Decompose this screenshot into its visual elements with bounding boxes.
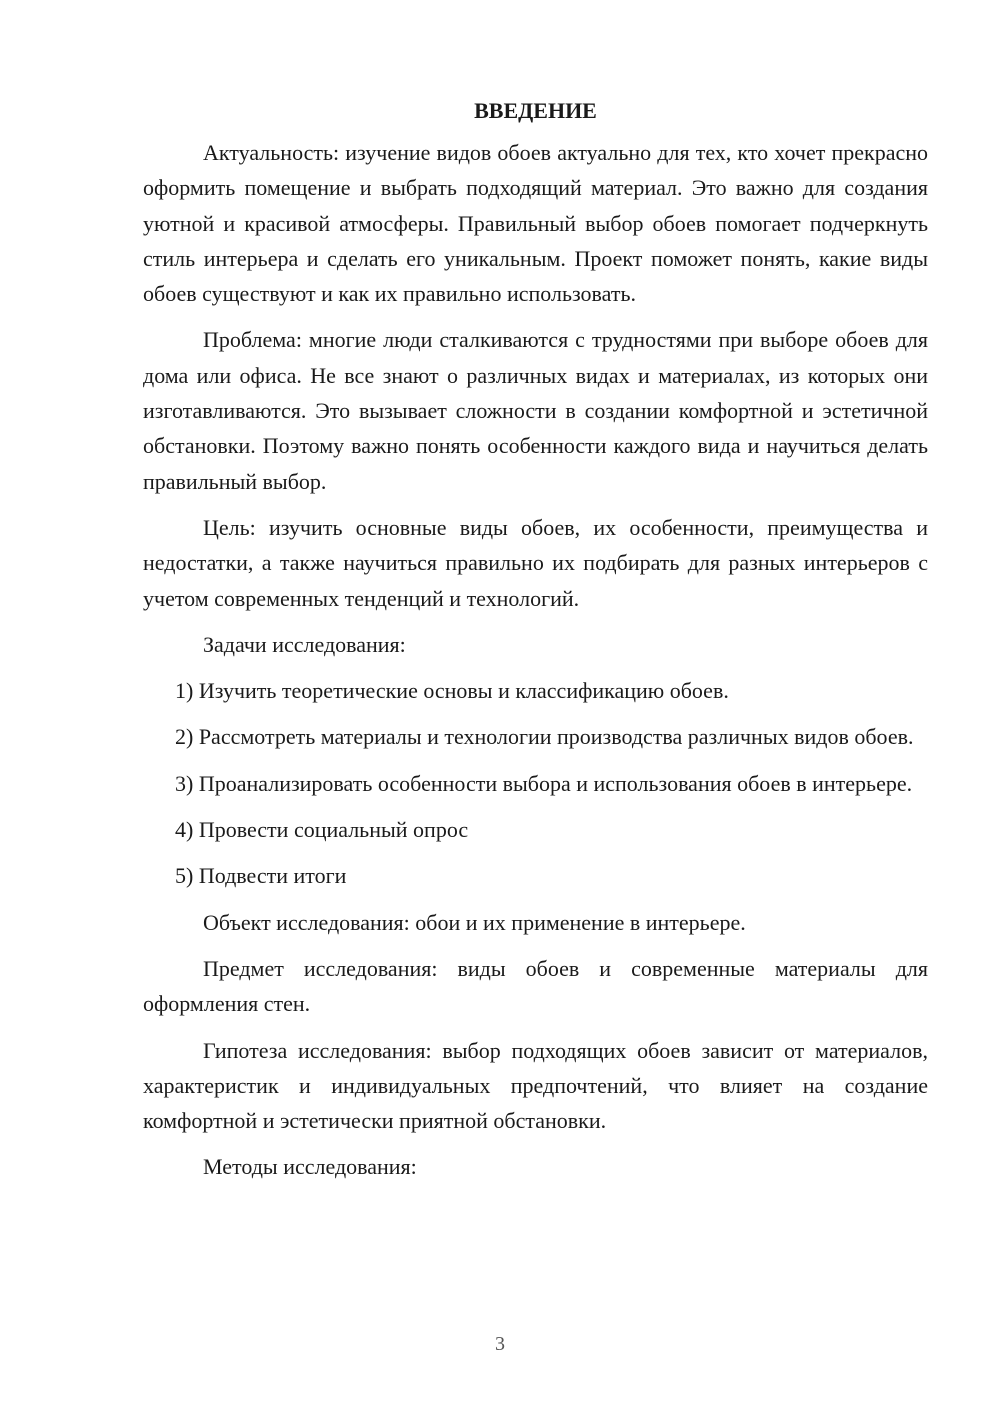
task-item-4: 4) Провести социальный опрос: [175, 817, 469, 843]
relevance-paragraph: Актуальность: изучение видов обоев актуально для тех, кто хочет прекрасно оформить помещение и выбрать подходящий материал. Это важно для создания уютной и красивой атмосферы. Правильный выбор обоев помогает подчеркнуть стиль интерьера и сделать его уникальным. Проект поможет понять, какие виды обоев существуют и как их правильно использовать.: [143, 140, 928, 307]
goal-paragraph: Цель: изучить основные виды обоев, их особенности, преимущества и недостатки, а также научиться правильно их подбирать для разных интерьеров с учетом современных тенденций и технологий.: [143, 514, 928, 611]
task-item-5: 5) Подвести итоги: [175, 863, 347, 889]
object-paragraph: Объект исследования: обои и их применение в интерьере.: [203, 909, 746, 935]
task-item-1: 1) Изучить теоретические основы и классификацию обоев.: [175, 678, 729, 704]
document-page: [143, 93, 928, 1196]
tasks-title: Задачи исследования:: [203, 631, 406, 657]
hypothesis-paragraph: Гипотеза исследования: выбор подходящих обоев зависит от материалов, характеристик и индивидуальных предпочтений, что влияет на создание комфортной и эстетически приятной обстановки.: [143, 1037, 928, 1134]
page-number: 3: [495, 1333, 505, 1355]
section-heading: ВВЕДЕНИЕ: [474, 98, 597, 123]
task-item-2: 2) Рассмотреть материалы и технологии производства различных видов обоев.: [175, 724, 914, 750]
problem-paragraph: Проблема: многие люди сталкиваются с трудностями при выборе обоев для дома или офиса. Не все знают о различных видах и материалах, из которых они изготавливаются. Это вызывает сложности в создании комфортной и эстетичной обстановки. Поэтому важно понять особенности каждого вида и научиться делать правильный выбор.: [143, 327, 928, 494]
methods-title: Методы исследования:: [203, 1154, 417, 1180]
task-item-3: 3) Проанализировать особенности выбора и использования обоев в интерьере.: [175, 770, 913, 796]
subject-paragraph: Предмет исследования: виды обоев и современные материалы для оформления стен.: [143, 955, 928, 1017]
